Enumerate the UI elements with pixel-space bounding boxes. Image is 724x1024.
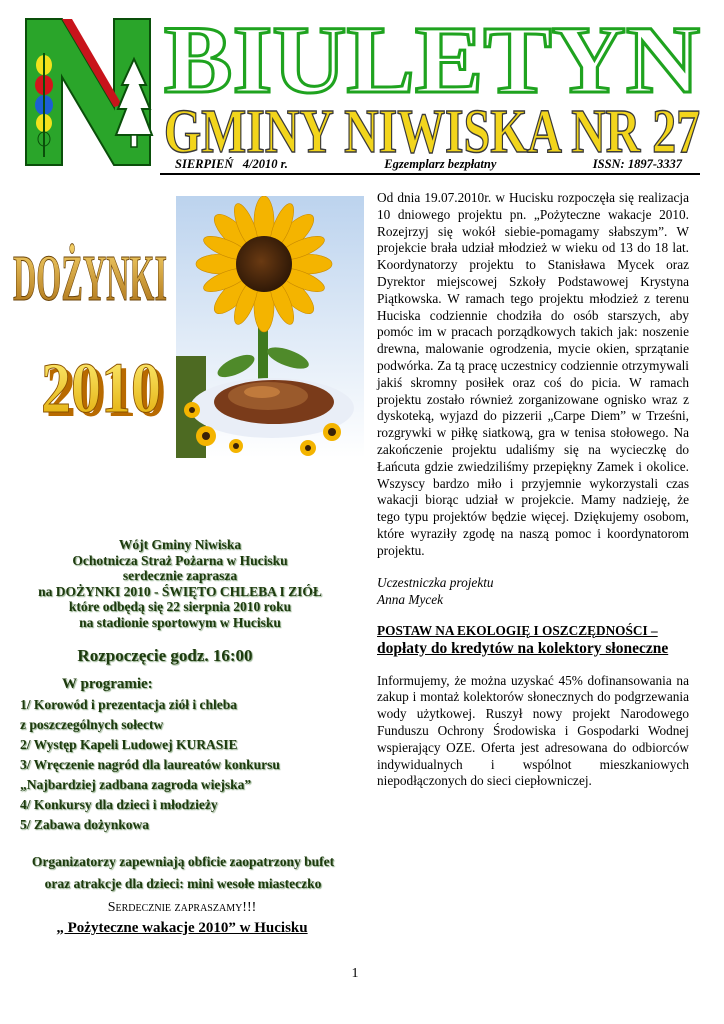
program-item: 5/ Zabawa dożynkowa <box>20 817 150 832</box>
invite-line: Wójt Gminy Niwiska <box>118 537 242 552</box>
program-item: 2/ Występ Kapeli Ludowej KURASIE <box>20 737 238 752</box>
copy-note: Egzemplarz bezpłatny <box>384 157 497 171</box>
program-list <box>20 695 340 835</box>
wakacje-article-title: „ Pożyteczne wakacje 2010” w Hucisku <box>56 920 308 936</box>
program-heading: W programie: <box>62 676 153 692</box>
issn: ISSN: 1897-3337 <box>592 157 682 171</box>
program-item: z poszczególnych sołectw <box>20 717 164 732</box>
eko-article-subtitle: dopłaty do kredytów na kolektory słoneczne <box>377 639 669 657</box>
gmina-logo <box>22 17 154 167</box>
issue-date: SIERPIEŃ 4/2010 r. <box>175 157 288 171</box>
organizers-note: Organizatorzy zapewniają obficie zaopatrzony bufet oraz atrakcje dla dzieci: mini wesołe miasteczko <box>31 854 335 891</box>
invite-line: które odbędą się 22 sierpnia 2010 roku <box>68 599 292 614</box>
svg-text:2010: 2010 <box>41 350 161 422</box>
dozynki-heading <box>10 238 170 310</box>
start-time: Rozpoczęcie godz. 16:00 <box>77 646 253 665</box>
program-item: 4/ Konkursy dla dzieci i młodzieży <box>20 797 218 812</box>
invite-line: Ochotnicza Straż Pożarna w Hucisku <box>72 552 288 568</box>
invite-line: na DOŻYNKI 2010 - ŚWIĘTO CHLEBA I ZIÓŁ <box>38 583 322 599</box>
wakacje-article-body: Od dnia 19.07.2010r. w Hucisku rozpoczęła się realizacja 10 dniowego projektu pn. „Pożyteczne wakacje 2010. Rozejrzyj się wokół siebie-pomagamy słabszym”. W projekcie brała udział młodzież w wieku od 13 do 18 lat. Koordynatorzy projektu to Stanisława Mycek oraz Dyrektor miejscowej Szkoły Podstawowej Krystyna Piątkowska. W ramach tego projektu młodzież z terenu Huciska codziennie chodziła do osób starszych, aby pomóc im w pracach porządkowych takich jak: noszenie drewna, malowanie ogrodzenia, mycie okien, sprzątanie podwórka. Za tą pracę uczestnicy codziennie otrzymywali jakiś skromny posiłek oraz coś do picia. W ramach projektu zostało również zorganizowane ognisko wraz z dyskoteką, wyjazd do pizzerii „Carpe Diem” w Trześni, rozgrywki w piłkę siatkową, gra w tenisa stołowego. Na zakończenie projektu udaliśmy się na wycieczkę do Łańcuta gdzie zwiedziliśmy przepiękny Zamek i okolice. Wszyscy bardzo miło i przyjemnie wykorzystali czas wakacji biorąc udział w projekcie. Mamy nadzieję, że tego typu projektów będzie więcej. Dziękujemy osobom, które wyraziły zgodę na naszą pomoc i koordynatorom projektu. <box>377 190 689 558</box>
svg-text:GMINY NIWISKA NR 27: GMINY NIWISKA NR 27 <box>164 100 700 158</box>
masthead-subtitle <box>160 100 704 158</box>
sunflower-photo <box>176 196 364 458</box>
eko-article-body: Informujemy, że można uzyskać 45% dofinansowania na zakup i montaż kolektorów słonecznych do podgrzewania wody użytkowej. Ruszył nowy projekt Narodowego Funduszu Ochrony Środowiska i Gospodarki Wodnej wspierający OZE. Oferta jest adresowana do odbiorców indywidualnych i wspólnot mieszkaniowych niepodłączonych do sieci ciepłowniczej. <box>377 672 689 789</box>
eko-article-title: POSTAW NA EKOLOGIĘ I OSZCZĘDNOŚCI – <box>377 622 658 638</box>
svg-text:DOŻYNKI: DOŻYNKI <box>13 242 167 310</box>
page-number: 1 <box>351 966 359 981</box>
signature-role: Uczestniczka projektu <box>377 574 494 590</box>
program-item: „Najbardziej zadbana zagroda wiejska” <box>20 777 252 792</box>
program-item: 1/ Korowód i prezentacja ziół i chleba <box>20 697 237 712</box>
issue-info-bar <box>160 157 700 175</box>
dozynki-invitation <box>20 537 340 895</box>
svg-text:2010: 2010 <box>46 352 166 422</box>
svg-text:BIULETYN: BIULETYN <box>164 14 700 98</box>
invite-line: serdecznie zaprasza <box>122 568 238 583</box>
year-heading <box>38 350 168 422</box>
invite-line: na stadionie sportowym w Hucisku <box>79 614 281 630</box>
signature-name: Anna Mycek <box>377 591 444 607</box>
program-item: 3/ Wręczenie nagród dla laureatów konkursu <box>20 757 280 772</box>
masthead-title <box>160 14 704 98</box>
right-column <box>377 190 689 803</box>
article-signature <box>377 574 689 608</box>
closing-invite: Serdecznie zapraszamy!!! <box>107 900 257 915</box>
